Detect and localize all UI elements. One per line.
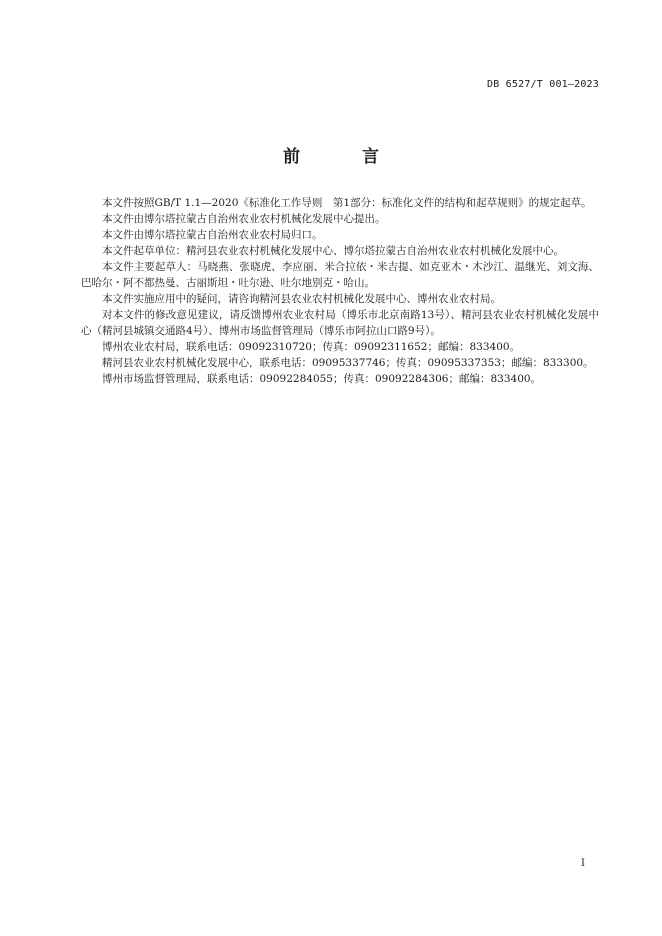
paragraph-contact-bozhou-agri: 博州农业农村局，联系电话：09092310720；传真：09092311652；邮编：833400。 bbox=[102, 341, 521, 353]
document-code: DB 6527/T 001—2023 bbox=[487, 79, 599, 90]
paragraph-inquiries: 本文件实施应用中的疑问，请咨询精河县农业农村机械化发展中心、博州农业农村局。 bbox=[102, 293, 501, 305]
paragraph-administrator: 本文件由博尔塔拉蒙古自治州农业农村局归口。 bbox=[102, 229, 323, 241]
paragraph-feedback: 对本文件的修改意见建议，请反馈博州农业农村局（博乐市北京南路13号）、精河县农业农村机械化发展中心（精河县城镇交通路4号）、博州市场监督管理局（博乐市阿拉山口路9号）。 bbox=[81, 309, 599, 337]
page-number: I bbox=[581, 858, 585, 869]
foreword-body bbox=[81, 195, 599, 387]
paragraph-contact-jinghe-mech: 精河县农业农村机械化发展中心，联系电话：09095337746；传真：09095337353；邮编：833300。 bbox=[102, 357, 594, 369]
paragraph-drafting-basis: 本文件按照GB/T 1.1—2020《标准化工作导则 第1部分：标准化文件的结构和起草规则》的规定起草。 bbox=[102, 197, 592, 209]
page-title: 前 言 bbox=[283, 147, 407, 167]
paragraph-contact-market-supervision: 博州市场监督管理局，联系电话：09092284055；传真：09092284306；邮编：833400。 bbox=[102, 373, 542, 385]
paragraph-proposer: 本文件由博尔塔拉蒙古自治州农业农村机械化发展中心提出。 bbox=[102, 213, 386, 225]
paragraph-drafting-units: 本文件起草单位：精河县农业农村机械化发展中心、博尔塔拉蒙古自治州农业农村机械化发展中心。 bbox=[102, 245, 564, 257]
paragraph-drafters: 本文件主要起草人：马晓燕、张晓虎、李应丽、米合拉依・米吉提、如克亚木・木沙江、温继光、刘文海、巴哈尔・阿不都热曼、古丽斯坦・吐尔逊、吐尔地别克・哈山。 bbox=[81, 261, 599, 289]
